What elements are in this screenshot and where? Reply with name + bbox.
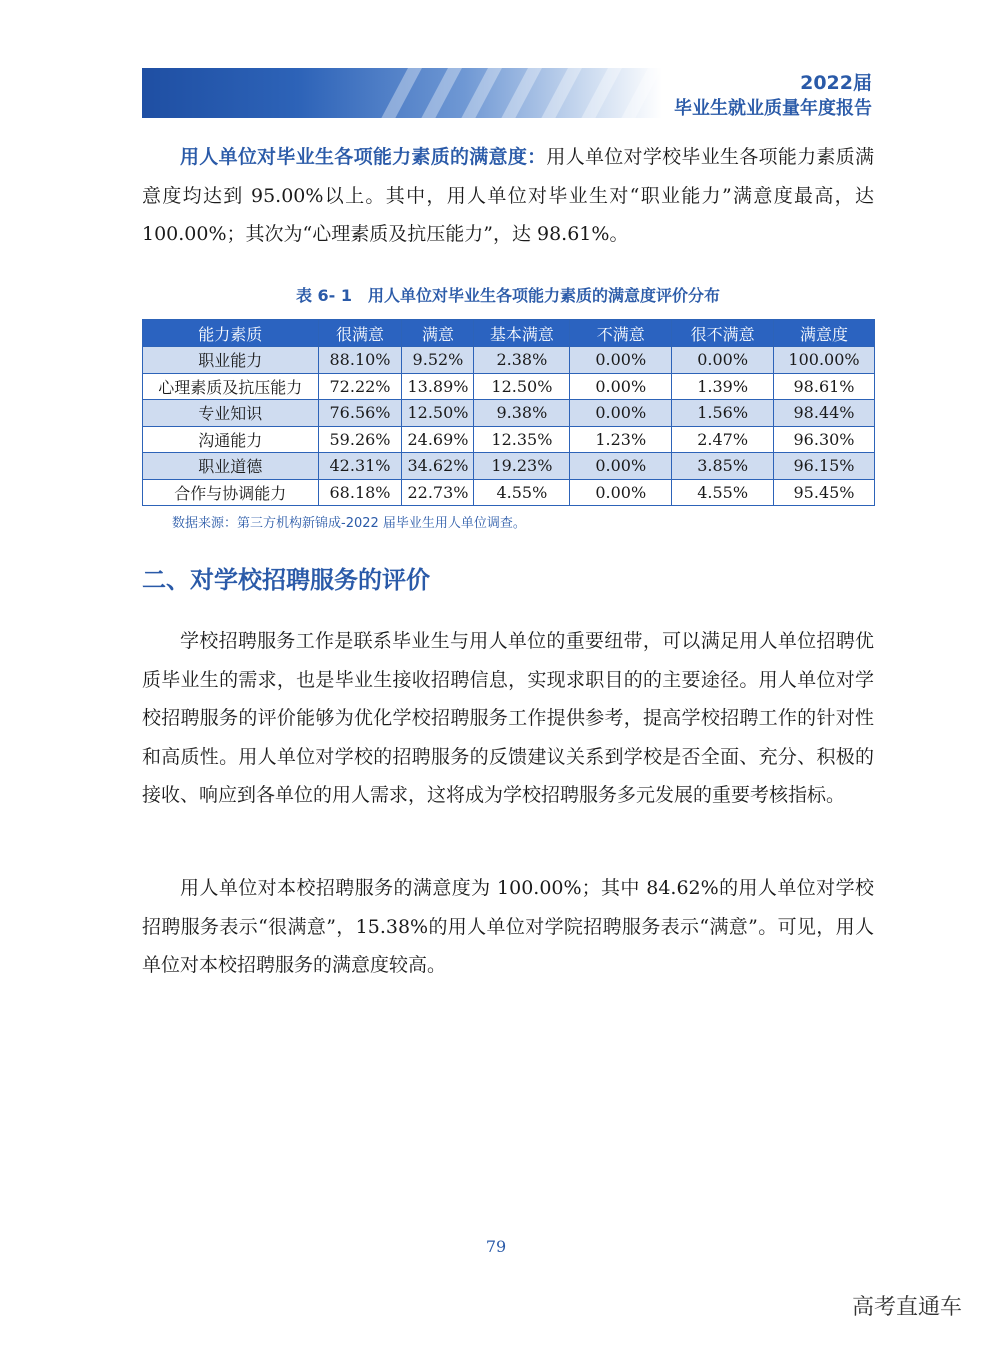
section-heading: 二、对学校招聘服务的评价 [142,566,430,594]
header-cell: 满意度 [774,320,875,347]
table-cell: 职业能力 [143,347,319,374]
section-paragraph-1: 学校招聘服务工作是联系毕业生与用人单位的重要纽带，可以满足用人单位招聘优质毕业生的需求，也是毕业生接收招聘信息，实现求职目的的主要途径。用人单位对学校招聘服务的评价能够为优化学校招聘服务工作提供参考，提高学校招聘工作的针对性和高质性。用人单位对学校的招聘服务的反馈建议关系到学校是否全面、充分、积极的接收、响应到各单位的用人需求，这将成为学校招聘服务多元发展的重要考核指标。 [142,630,874,806]
table-cell: 22.73% [402,479,474,506]
table-cell: 42.31% [318,453,402,480]
section-paragraph-2: 用人单位对本校招聘服务的满意度为 100.00%；其中 84.62%的用人单位对学校招聘服务表示“很满意”，15.38%的用人单位对学院招聘服务表示“满意”。可见，用人单位对本校招聘服务的满意度较高。 [142,877,874,976]
table-cell: 0.00% [570,347,672,374]
table-cell: 98.61% [774,373,875,400]
table-cell: 2.47% [672,426,774,453]
table-cell: 0.00% [570,400,672,427]
table-cell: 19.23% [474,453,570,480]
table-cell: 96.30% [774,426,875,453]
table-cell: 88.10% [318,347,402,374]
table-row [143,347,875,374]
table-cell: 职业道德 [143,453,319,480]
header-cell: 能力素质 [143,320,319,347]
table-cell: 0.00% [570,479,672,506]
table-cell: 24.69% [402,426,474,453]
table-cell: 1.39% [672,373,774,400]
table-cell: 100.00% [774,347,875,374]
table-cell: 4.55% [474,479,570,506]
intro-lead: 用人单位对毕业生各项能力素质的满意度： [180,146,547,168]
table-cell: 专业知识 [143,400,319,427]
header-cell: 很满意 [318,320,402,347]
table-cell: 9.38% [474,400,570,427]
table-cell: 12.35% [474,426,570,453]
table-cell: 95.45% [774,479,875,506]
data-source-note: 数据来源：第三方机构新锦成-2022 届毕业生用人单位调查。 [172,516,526,531]
table-cell: 68.18% [318,479,402,506]
table-cell: 合作与协调能力 [143,479,319,506]
table-row [143,479,875,506]
header-cell: 满意 [402,320,474,347]
table-row [143,373,875,400]
header-banner [142,68,662,118]
table-cell: 0.00% [570,373,672,400]
table-caption: 表 6- 1 用人单位对毕业生各项能力素质的满意度评价分布 [295,286,721,305]
table-cell: 12.50% [474,373,570,400]
table-cell: 34.62% [402,453,474,480]
intro-text: 用人单位对学校毕业生各项能力素质满意度均达到 95.00%以上。其中，用人单位对毕业生对“职业能力”满意度最高，达 100.00%；其次为“心理素质及抗压能力”，达 98.61%。 [142,146,874,245]
table-cell: 72.22% [318,373,402,400]
table-cell: 59.26% [318,426,402,453]
table-cell: 1.56% [672,400,774,427]
table-cell: 13.89% [402,373,474,400]
table-cell: 2.38% [474,347,570,374]
table-cell: 76.56% [318,400,402,427]
satisfaction-table [142,319,875,506]
table-cell: 沟通能力 [143,426,319,453]
header-cell: 很不满意 [672,320,774,347]
intro-paragraph [142,138,874,254]
table-row [143,453,875,480]
table-row [143,426,875,453]
table-cell: 1.23% [570,426,672,453]
table-header-row [143,320,875,347]
header-cell: 基本满意 [474,320,570,347]
header-report-title: 毕业生就业质量年度报告 [674,98,872,119]
header-year: 2022届 [800,72,872,94]
page-number: 79 [485,1237,507,1256]
table-cell: 0.00% [672,347,774,374]
table-cell: 9.52% [402,347,474,374]
header-cell: 不满意 [570,320,672,347]
table-cell: 12.50% [402,400,474,427]
table-cell: 0.00% [570,453,672,480]
table-cell: 心理素质及抗压能力 [143,373,319,400]
table-cell: 3.85% [672,453,774,480]
table-cell: 96.15% [774,453,875,480]
table-cell: 98.44% [774,400,875,427]
table-row [143,400,875,427]
watermark: 高考直通车 [851,1295,962,1320]
table-cell: 4.55% [672,479,774,506]
